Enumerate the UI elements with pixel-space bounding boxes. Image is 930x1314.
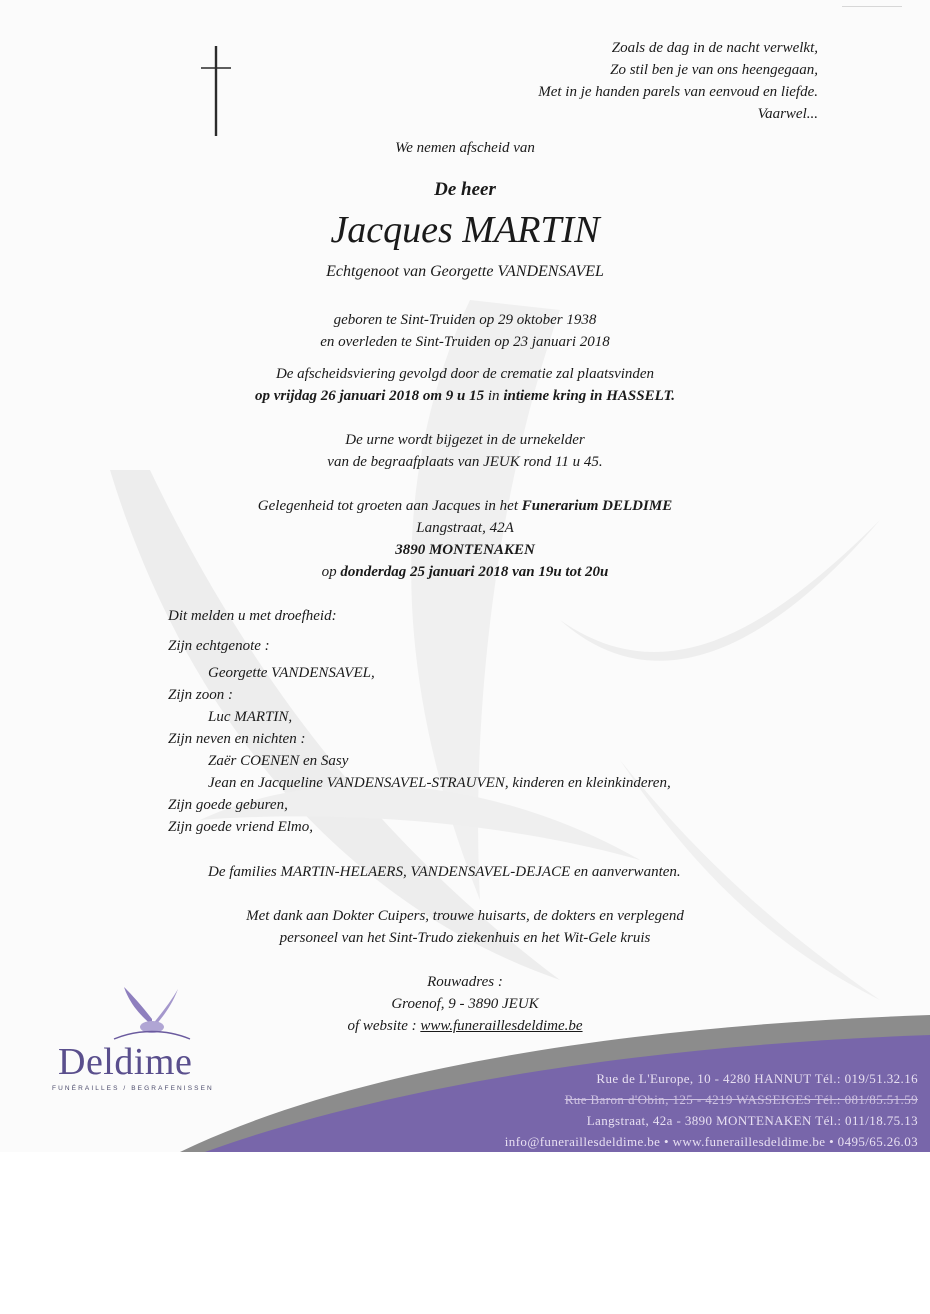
footer-line-wasseiges: Rue Baron d'Obin, 125 - 4219 WASSEIGES Tél.: 081/85.51.59 (564, 1092, 918, 1107)
footer-line-montenaken: Langstraat, 42a - 3890 MONTENAKEN Tél.: 011/18.75.13 (586, 1113, 918, 1128)
salutation: De heer (434, 179, 496, 200)
address-label: Rouwadres : (427, 974, 503, 990)
family-intro: Dit melden u met droefheid: (168, 608, 337, 624)
website-link[interactable]: www.funeraillesdeldime.be (420, 1018, 583, 1034)
urn-line-2: van de begraafplaats van JEUK rond 11 u 45. (327, 454, 603, 470)
ceremony-place: intieme kring in HASSELT. (503, 388, 676, 404)
visit-line-1 (0, 496, 930, 516)
urn-line-1: De urne wordt bijgezet in de urnekelder (345, 432, 585, 448)
ceremony-date: op vrijdag 26 januari 2018 om 9 u 15 (254, 388, 485, 404)
family-line: Zijn goede vriend Elmo, (168, 819, 313, 835)
family-line: Zijn echtgenote : (168, 638, 270, 654)
logo-subtitle: FUNÉRAILLES / BEGRAFENISSEN (52, 1085, 214, 1092)
poem-line-4: Vaarwel... (757, 106, 818, 122)
address-street: Groenof, 9 - 3890 JEUK (391, 996, 539, 1012)
death-line: en overleden te Sint-Truiden op 23 januari 2018 (320, 334, 610, 350)
families-line: De families MARTIN-HELAERS, VANDENSAVEL-DEJACE en aanverwanten. (208, 864, 681, 880)
footer-line-contact: info@funeraillesdeldime.be • www.funeraillesdeldime.be • 0495/65.26.03 (504, 1134, 918, 1149)
family-line: Georgette VANDENSAVEL, (208, 665, 375, 681)
deceased-name: Jacques MARTIN (330, 209, 600, 251)
thanks-line-2: personeel van het Sint-Trudo ziekenhuis en het Wit-Gele kruis (279, 930, 651, 946)
thanks-line-1: Met dank aan Dokter Cuipers, trouwe huisarts, de dokters en verplegend (246, 908, 684, 924)
ceremony-line-1: De afscheidsviering gevolgd door de crematie zal plaatsvinden (275, 366, 655, 382)
family-line: Jean en Jacqueline VANDENSAVEL-STRAUVEN, kinderen en kleinkinderen, (208, 775, 671, 791)
poem-line-1: Zoals de dag in de nacht verwelkt, (611, 40, 818, 56)
visit-city: 3890 MONTENAKEN (395, 542, 535, 558)
cross-icon (199, 44, 233, 138)
funerarium-name: Funerarium DELDIME (521, 498, 673, 514)
footer-line-hannut: Rue de L'Europe, 10 - 4280 HANNUT Tél.: 019/51.32.16 (596, 1071, 918, 1086)
ceremony-line-2 (0, 386, 930, 406)
dove-logo-icon (112, 985, 192, 1041)
visit-when (0, 562, 930, 582)
visit-date: donderdag 25 januari 2018 van 19u tot 20u (340, 564, 609, 580)
ceremony-in: in (484, 388, 504, 404)
family-line: Luc MARTIN, (208, 709, 293, 725)
visit-when-prefix: op (321, 564, 341, 580)
visit-intro: Gelegenheid tot groeten aan Jacques in het (257, 498, 522, 514)
logo-name: Deldime (58, 1041, 193, 1083)
family-line: Zijn goede geburen, (168, 797, 288, 813)
family-line: Zijn neven en nichten : (168, 731, 306, 747)
family-line: Zijn zoon : (168, 687, 234, 703)
poem-line-2: Zo stil ben je van ons heengegaan, (610, 62, 818, 78)
web-prefix: of website : (347, 1018, 421, 1034)
visit-street: Langstraat, 42A (416, 520, 514, 536)
spouse-line: Echtgenoot van Georgette VANDENSAVEL (326, 263, 604, 280)
intro-text: We nemen afscheid van (395, 140, 535, 156)
birth-line: geboren te Sint-Truiden op 29 oktober 1938 (333, 312, 597, 328)
poem-line-3: Met in je handen parels van eenvoud en liefde. (538, 84, 818, 100)
family-line: Zaër COENEN en Sasy (208, 753, 349, 769)
